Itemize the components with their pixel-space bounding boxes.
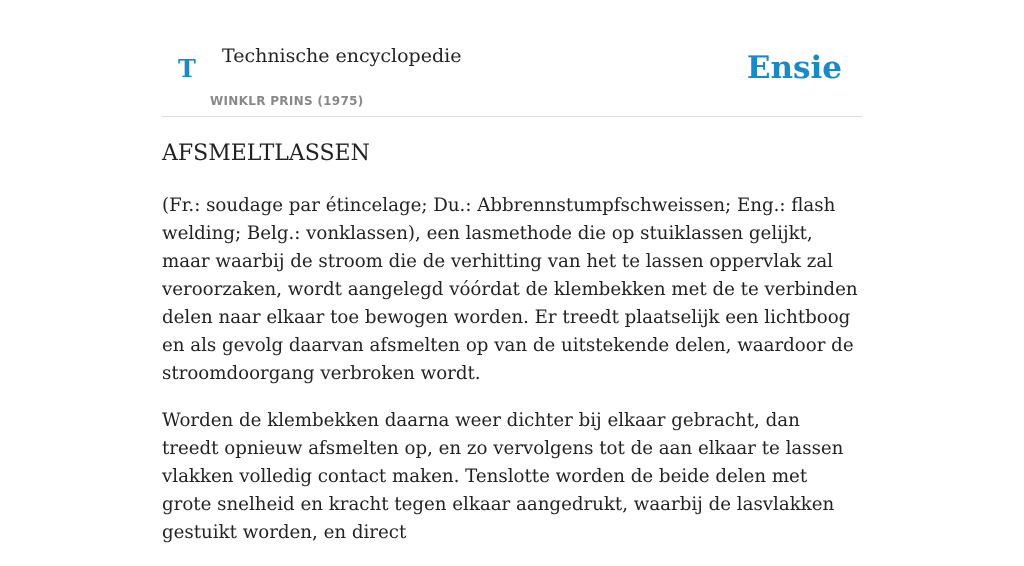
book-logo-icon[interactable]: T — [178, 54, 196, 83]
entry-paragraph: Worden de klembekken daarna weer dichter bij elkaar gebracht, dan treedt opnieuw afsmelten op, en zo vervolgens tot de aan elkaar te lassen vlakken volledig contact maken. Tenslotte worden de beide delen met grote snelheid en kracht tegen elkaar aangedrukt, waarbij de lasvlakken gestuikt worden, en direct — [162, 410, 844, 543]
header — [162, 0, 862, 117]
book-title[interactable]: Technische encyclopedie — [222, 45, 462, 67]
entry-content — [162, 192, 862, 566]
book-subtitle: WINKLR PRINS (1975) — [210, 94, 364, 108]
entry-title: AFSMELTLASSEN — [162, 141, 370, 166]
ensie-logo[interactable]: Ensie — [746, 50, 842, 86]
entry-paragraph: (Fr.: soudage par étincelage; Du.: Abbrennstumpfschweissen; Eng.: flash welding; Belg.: vonklassen), een lasmethode die op stuiklassen gelijkt, maar waarbij de stroom die de verhitting van het te lassen oppervlak zal veroorzaken, wordt aangelegd vóórdat de klembekken met de te verbinden delen naar elkaar toe bewogen worden. Er treedt plaatselijk een lichtboog en als gevolg daarvan afsmelten op van de uitstekende delen, waardoor de stroomdoorgang verbroken wordt. — [162, 195, 858, 384]
